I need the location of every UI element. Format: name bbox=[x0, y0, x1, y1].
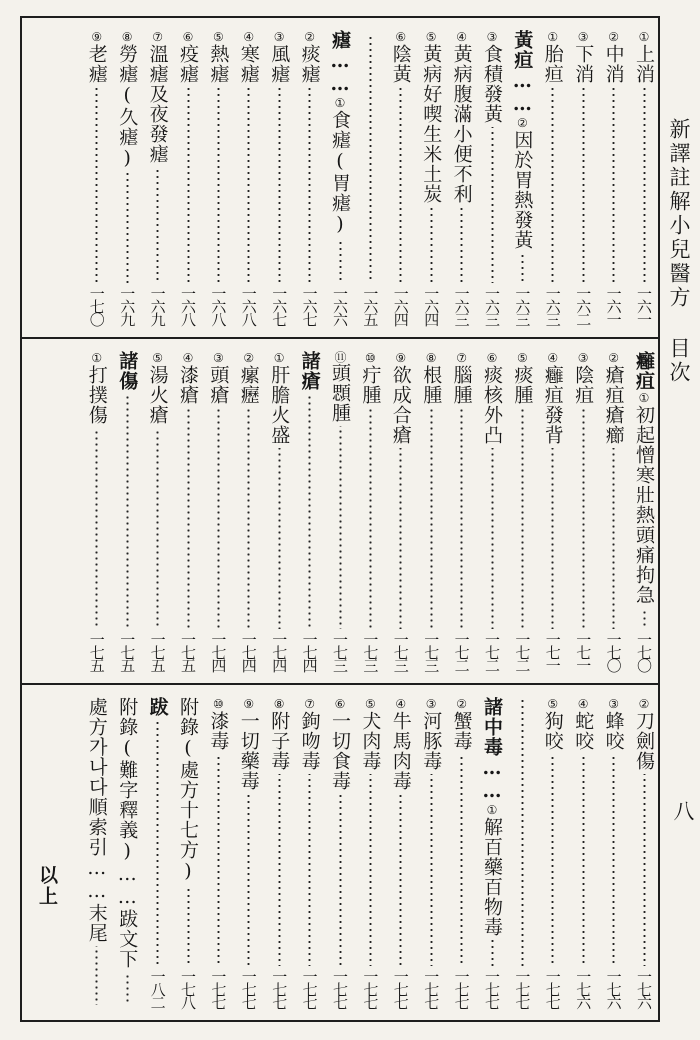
toc-entry bbox=[479, 351, 505, 671]
entry-number: ③ bbox=[485, 30, 499, 44]
dot-leader bbox=[156, 428, 159, 629]
entry-title: 欲成合瘡 bbox=[389, 365, 412, 445]
toc-entry bbox=[84, 351, 110, 671]
toc-entry bbox=[297, 30, 323, 325]
dot-leader bbox=[369, 33, 372, 283]
entry-title: 陰疽 bbox=[572, 365, 595, 405]
toc-entry bbox=[175, 30, 201, 325]
toc-entry bbox=[509, 697, 535, 1008]
entry-number: ⑤ bbox=[515, 351, 530, 365]
toc-entry bbox=[114, 351, 140, 671]
entry-page: 一六七 bbox=[270, 286, 289, 325]
section-heading: 諸中毒…… bbox=[481, 697, 503, 803]
entry-page: 一六五 bbox=[361, 286, 380, 325]
toc-entry bbox=[449, 351, 475, 671]
entry-page: 一六四 bbox=[422, 286, 441, 325]
toc-entry bbox=[479, 30, 505, 325]
entry-number: ③ bbox=[272, 30, 287, 44]
toc-entry bbox=[601, 351, 627, 671]
entry-number: ⑦ bbox=[454, 351, 469, 365]
section-heading: 瘧…… bbox=[329, 30, 351, 96]
dot-leader bbox=[369, 408, 372, 629]
entry-number: ③ bbox=[576, 351, 591, 365]
entry-number: ⑦ bbox=[302, 697, 317, 711]
toc-entry bbox=[145, 30, 171, 325]
entry-number: ④ bbox=[545, 351, 560, 365]
toc-entry bbox=[266, 697, 292, 1008]
entry-title: 一切藥毒 bbox=[237, 711, 260, 791]
entry-number: ③ bbox=[606, 697, 621, 711]
toc-entry bbox=[540, 351, 566, 671]
dot-leader bbox=[521, 700, 524, 966]
toc-section-top bbox=[22, 18, 658, 337]
dot-leader bbox=[217, 754, 220, 966]
entry-title: 頭顋腫 bbox=[329, 363, 351, 423]
entry-number: ⑧ bbox=[272, 697, 287, 711]
entry-title: 上消 bbox=[633, 44, 655, 84]
entry-page: 一七四 bbox=[239, 632, 258, 671]
entry-page: 一七七 bbox=[452, 969, 471, 1008]
dot-leader bbox=[643, 87, 646, 283]
entry-page: 一六九 bbox=[118, 286, 137, 325]
dot-leader bbox=[460, 408, 463, 629]
entry-number: ③ bbox=[424, 697, 439, 711]
entry-page: 一七〇 bbox=[87, 286, 106, 325]
section-heading: 跋 bbox=[146, 697, 169, 717]
entry-number: ① bbox=[637, 391, 651, 405]
section-heading: 癰疽 bbox=[633, 351, 655, 391]
dot-leader bbox=[643, 608, 646, 629]
dot-leader bbox=[612, 87, 615, 283]
dot-leader bbox=[643, 774, 646, 966]
entry-title: 河豚毒 bbox=[420, 711, 443, 771]
dot-leader bbox=[399, 87, 402, 283]
entry-title: 打撲傷 bbox=[85, 365, 108, 425]
entry-page: 一七七 bbox=[422, 969, 441, 1008]
entry-title: 溫瘧及夜發瘧 bbox=[146, 44, 169, 164]
entry-number: ② bbox=[454, 697, 469, 711]
toc-entry bbox=[357, 697, 383, 1008]
dot-leader bbox=[460, 754, 463, 966]
dot-leader bbox=[308, 394, 311, 629]
entry-page: 一七八 bbox=[179, 969, 197, 1008]
dot-leader bbox=[187, 886, 190, 966]
entry-page: 一七五 bbox=[118, 632, 137, 671]
toc-entry bbox=[479, 697, 505, 1008]
entry-page: 一七四 bbox=[300, 632, 319, 671]
page-number: 八 bbox=[671, 800, 695, 821]
dot-leader bbox=[247, 87, 250, 283]
toc-entry bbox=[449, 30, 475, 325]
toc-entry bbox=[631, 697, 657, 1008]
entry-page: 一七〇 bbox=[604, 632, 623, 671]
section-heading: 黃疸…… bbox=[511, 30, 534, 116]
entry-title: 一切食毒 bbox=[329, 711, 351, 791]
toc-entry bbox=[175, 697, 201, 1008]
section-heading: 諸瘡 bbox=[298, 351, 321, 391]
toc-entry bbox=[175, 351, 201, 671]
dot-leader bbox=[521, 408, 524, 629]
entry-page: 一七七 bbox=[513, 969, 532, 1008]
toc-entry bbox=[327, 351, 353, 671]
toc-entry bbox=[145, 351, 171, 671]
entry-page: 一七七 bbox=[543, 969, 562, 1008]
entry-title: 疫瘧 bbox=[177, 44, 199, 84]
entry-page: 一七六 bbox=[635, 969, 653, 1008]
toc-entry bbox=[266, 351, 292, 671]
entry-number: ⑤ bbox=[545, 697, 560, 711]
entry-page: 一六八 bbox=[209, 286, 228, 325]
dot-leader bbox=[369, 774, 372, 966]
entry-page: 一七三 bbox=[331, 632, 349, 671]
entry-title: 蜂咬 bbox=[602, 711, 625, 751]
entry-page: 一七五 bbox=[87, 632, 106, 671]
entry-title: 痰核外凸 bbox=[481, 365, 503, 445]
dot-leader bbox=[187, 87, 190, 283]
entry-title: 黃病好喫生米土炭 bbox=[420, 44, 443, 204]
entry-page: 一七三 bbox=[391, 632, 410, 671]
entry-title: 處方가나다順索引……末尾 bbox=[85, 697, 108, 943]
entry-page: 一六八 bbox=[179, 286, 197, 325]
entry-title: 陰黃 bbox=[389, 44, 412, 84]
dot-leader bbox=[521, 253, 524, 283]
entry-number: ⑨ bbox=[241, 697, 256, 711]
entry-number: ① bbox=[272, 351, 287, 365]
entry-number: ② bbox=[302, 30, 317, 44]
dot-leader bbox=[187, 408, 190, 629]
entry-title: 瘡疽瘡癤 bbox=[602, 365, 625, 445]
dot-leader bbox=[339, 426, 342, 629]
entry-title: 解百藥百物毒 bbox=[481, 817, 503, 937]
entry-title: 老瘧 bbox=[85, 44, 108, 84]
entry-page: 一六八 bbox=[239, 286, 258, 325]
entry-page: 一六一 bbox=[635, 286, 653, 325]
entry-number: ⑥ bbox=[333, 697, 347, 711]
dot-leader bbox=[247, 794, 250, 966]
toc-entry bbox=[327, 697, 353, 1008]
dot-leader bbox=[217, 87, 220, 283]
entry-title: 熱瘧 bbox=[207, 44, 230, 84]
entry-page: 一七六 bbox=[574, 969, 593, 1008]
dot-leader bbox=[582, 408, 585, 629]
dot-leader bbox=[126, 972, 129, 1005]
entry-page: 一六二 bbox=[574, 286, 593, 325]
section-heading: 諸傷 bbox=[116, 351, 139, 391]
entry-page: 一七二 bbox=[513, 632, 532, 671]
entry-number: ⑪ bbox=[333, 351, 347, 363]
dot-leader bbox=[247, 408, 250, 629]
entry-title: 中消 bbox=[602, 44, 625, 84]
entry-title: 漆瘡 bbox=[177, 365, 199, 405]
entry-title: 牛馬肉毒 bbox=[389, 711, 412, 791]
entry-page: 一六三 bbox=[452, 286, 471, 325]
entry-page: 一六三 bbox=[543, 286, 562, 325]
entry-page: 一六三 bbox=[483, 286, 501, 325]
toc-entry bbox=[601, 30, 627, 325]
entry-page: 一七七 bbox=[239, 969, 258, 1008]
entry-title: 蟹毒 bbox=[450, 711, 473, 751]
toc-entry bbox=[509, 351, 535, 671]
entry-number: ⑩ bbox=[211, 697, 226, 711]
toc-section-middle bbox=[22, 339, 658, 683]
entry-title: 疔腫 bbox=[359, 365, 382, 405]
entry-page: 一七二 bbox=[483, 632, 501, 671]
entry-number: ① bbox=[637, 30, 651, 44]
toc-entry bbox=[540, 30, 566, 325]
entry-page: 一七三 bbox=[361, 632, 380, 671]
entry-number: ⑥ bbox=[181, 30, 195, 44]
dot-leader bbox=[339, 239, 342, 283]
entry-number: ⑥ bbox=[393, 30, 408, 44]
entry-title: 附子毒 bbox=[268, 711, 291, 771]
entry-page: 一七三 bbox=[422, 632, 441, 671]
entry-title: 食瘧(胃瘧) bbox=[329, 110, 351, 236]
dot-leader bbox=[612, 448, 615, 629]
dot-leader bbox=[278, 774, 281, 966]
entry-number: ⑤ bbox=[363, 697, 378, 711]
entry-page: 一七七 bbox=[209, 969, 228, 1008]
entry-title: 胎疸 bbox=[541, 44, 564, 84]
dot-leader bbox=[126, 394, 129, 629]
dot-leader bbox=[551, 448, 554, 629]
toc-section-bottom bbox=[22, 685, 658, 1020]
entry-title: 附錄(處方十七方) bbox=[177, 697, 199, 883]
entry-title: 勞瘧(久瘧) bbox=[116, 44, 139, 170]
dot-leader bbox=[278, 87, 281, 283]
dot-leader bbox=[399, 448, 402, 629]
entry-title: 食積發黃 bbox=[481, 44, 503, 124]
toc-entry bbox=[631, 351, 657, 671]
entry-page: 一七五 bbox=[179, 632, 197, 671]
toc-entry bbox=[297, 351, 323, 671]
toc-entry bbox=[114, 30, 140, 325]
entry-number: ⑦ bbox=[150, 30, 165, 44]
entry-number: ⑧ bbox=[424, 351, 439, 365]
entry-number: ⑨ bbox=[89, 30, 104, 44]
entry-title: 刀劍傷 bbox=[633, 711, 655, 771]
toc-entry bbox=[449, 697, 475, 1008]
entry-number: ⑤ bbox=[424, 30, 439, 44]
toc-entry bbox=[509, 30, 535, 325]
entry-title: 痰瘧 bbox=[298, 44, 321, 84]
dot-leader bbox=[612, 754, 615, 966]
toc-entry bbox=[388, 697, 414, 1008]
entry-title: 頭瘡 bbox=[207, 365, 230, 405]
entry-title: 腦腫 bbox=[450, 365, 473, 405]
entry-number: ① bbox=[485, 803, 499, 817]
dot-leader bbox=[156, 167, 159, 283]
dot-leader bbox=[156, 720, 159, 966]
dot-leader bbox=[551, 754, 554, 966]
entry-number: ② bbox=[606, 351, 621, 365]
toc-entry bbox=[266, 30, 292, 325]
toc-entry bbox=[327, 30, 353, 325]
entry-page: 一六三 bbox=[513, 286, 532, 325]
toc-entry bbox=[357, 351, 383, 671]
entry-page: 一六七 bbox=[300, 286, 319, 325]
entry-number: ① bbox=[89, 351, 104, 365]
dot-leader bbox=[582, 754, 585, 966]
entry-number: ① bbox=[545, 30, 560, 44]
entry-number: ③ bbox=[211, 351, 226, 365]
entry-page: 一七一 bbox=[543, 632, 562, 671]
book-title: 新譯註解小兒醫方 目次 bbox=[667, 118, 691, 385]
entry-number: ⑧ bbox=[120, 30, 135, 44]
toc-entry bbox=[236, 30, 262, 325]
entry-number: ① bbox=[333, 96, 347, 110]
toc-entry bbox=[418, 697, 444, 1008]
dot-leader bbox=[430, 408, 433, 629]
entry-number: ⑤ bbox=[150, 351, 165, 365]
toc-entry bbox=[540, 697, 566, 1008]
dot-leader bbox=[430, 207, 433, 283]
entry-title: 湯火瘡 bbox=[146, 365, 169, 425]
dot-leader bbox=[95, 87, 98, 283]
toc-entry bbox=[418, 351, 444, 671]
dot-leader bbox=[95, 428, 98, 629]
entry-page: 一七二 bbox=[452, 632, 471, 671]
entry-page: 一八二 bbox=[148, 969, 167, 1008]
entry-number: ③ bbox=[576, 30, 591, 44]
entry-number: ② bbox=[515, 116, 530, 130]
dot-leader bbox=[217, 408, 220, 629]
entry-page: 一七六 bbox=[604, 969, 623, 1008]
dot-leader bbox=[308, 87, 311, 283]
entry-page: 一七七 bbox=[270, 969, 289, 1008]
toc-entry bbox=[205, 351, 231, 671]
entry-page: 一七七 bbox=[331, 969, 349, 1008]
entry-title: 初起憎寒壯熱頭痛拘急 bbox=[633, 405, 655, 605]
entry-page: 一七一 bbox=[574, 632, 593, 671]
entry-title: 根腫 bbox=[420, 365, 443, 405]
toc-entry bbox=[388, 30, 414, 325]
entry-page: 一七七 bbox=[361, 969, 380, 1008]
toc-entry bbox=[205, 697, 231, 1008]
entry-title: 附錄(難字釋義)……跋文下 bbox=[116, 697, 139, 969]
dot-leader bbox=[491, 127, 494, 283]
toc-entry bbox=[236, 697, 262, 1008]
entry-title: 痰腫 bbox=[511, 365, 534, 405]
entry-number: ④ bbox=[181, 351, 195, 365]
entry-title: 黃病腹滿小便不利 bbox=[450, 44, 473, 204]
entry-title: 癰疽發背 bbox=[541, 365, 564, 445]
closing-text: 以上 bbox=[36, 865, 58, 907]
toc-entry bbox=[631, 30, 657, 325]
dot-leader bbox=[308, 774, 311, 966]
dot-leader bbox=[95, 946, 98, 1005]
entry-title: 漆毒 bbox=[207, 711, 230, 751]
dot-leader bbox=[399, 794, 402, 966]
entry-number: ⑨ bbox=[393, 351, 408, 365]
entry-page: 一七〇 bbox=[635, 632, 653, 671]
toc-entry bbox=[357, 30, 383, 325]
entry-page: 一六一 bbox=[604, 286, 623, 325]
entry-page: 一七四 bbox=[270, 632, 289, 671]
entry-number: ④ bbox=[393, 697, 408, 711]
entry-number: ④ bbox=[454, 30, 469, 44]
dot-leader bbox=[278, 448, 281, 629]
toc-entry bbox=[601, 697, 627, 1008]
entry-number: ⑤ bbox=[211, 30, 226, 44]
toc-entry bbox=[570, 351, 596, 671]
entry-page: 一六四 bbox=[391, 286, 410, 325]
toc-entry bbox=[84, 697, 110, 1008]
toc-entry bbox=[418, 30, 444, 325]
toc-entry bbox=[297, 697, 323, 1008]
toc-entry bbox=[114, 697, 140, 1008]
entry-number: ② bbox=[637, 697, 651, 711]
toc-entry bbox=[570, 30, 596, 325]
dot-leader bbox=[491, 940, 494, 966]
dot-leader bbox=[551, 87, 554, 283]
entry-title: 寒瘧 bbox=[237, 44, 260, 84]
dot-leader bbox=[460, 207, 463, 283]
dot-leader bbox=[582, 87, 585, 283]
toc-entry bbox=[388, 351, 414, 671]
entry-title: 風瘧 bbox=[268, 44, 291, 84]
entry-number: ④ bbox=[241, 30, 256, 44]
entry-number: ④ bbox=[576, 697, 591, 711]
entry-page: 一六六 bbox=[331, 286, 349, 325]
entry-title: 蛇咬 bbox=[572, 711, 595, 751]
entry-page: 一七七 bbox=[300, 969, 319, 1008]
entry-page: 一七五 bbox=[148, 632, 167, 671]
entry-title: 肝膽火盛 bbox=[268, 365, 291, 445]
entry-page: 一七四 bbox=[209, 632, 228, 671]
entry-title: 下消 bbox=[572, 44, 595, 84]
toc-entry bbox=[236, 351, 262, 671]
entry-number: ② bbox=[241, 351, 256, 365]
entry-page: 一六九 bbox=[148, 286, 167, 325]
toc-entry bbox=[145, 697, 171, 1008]
entry-title: 犬肉毒 bbox=[359, 711, 382, 771]
toc-entry bbox=[205, 30, 231, 325]
entry-number: ⑩ bbox=[363, 351, 378, 365]
toc-entry bbox=[84, 30, 110, 325]
entry-title: 瘰癧 bbox=[237, 365, 260, 405]
entry-title: 鉤吻毒 bbox=[298, 711, 321, 771]
entry-number: ⑥ bbox=[485, 351, 499, 365]
toc-entry bbox=[570, 697, 596, 1008]
dot-leader bbox=[339, 794, 342, 966]
dot-leader bbox=[491, 448, 494, 629]
dot-leader bbox=[430, 774, 433, 966]
entry-title: 因於胃熱發黃 bbox=[511, 130, 534, 250]
dot-leader bbox=[126, 173, 129, 283]
entry-title: 狗咬 bbox=[541, 711, 564, 751]
entry-number: ② bbox=[606, 30, 621, 44]
entry-page: 一七七 bbox=[483, 969, 501, 1008]
entry-page: 一七七 bbox=[391, 969, 410, 1008]
